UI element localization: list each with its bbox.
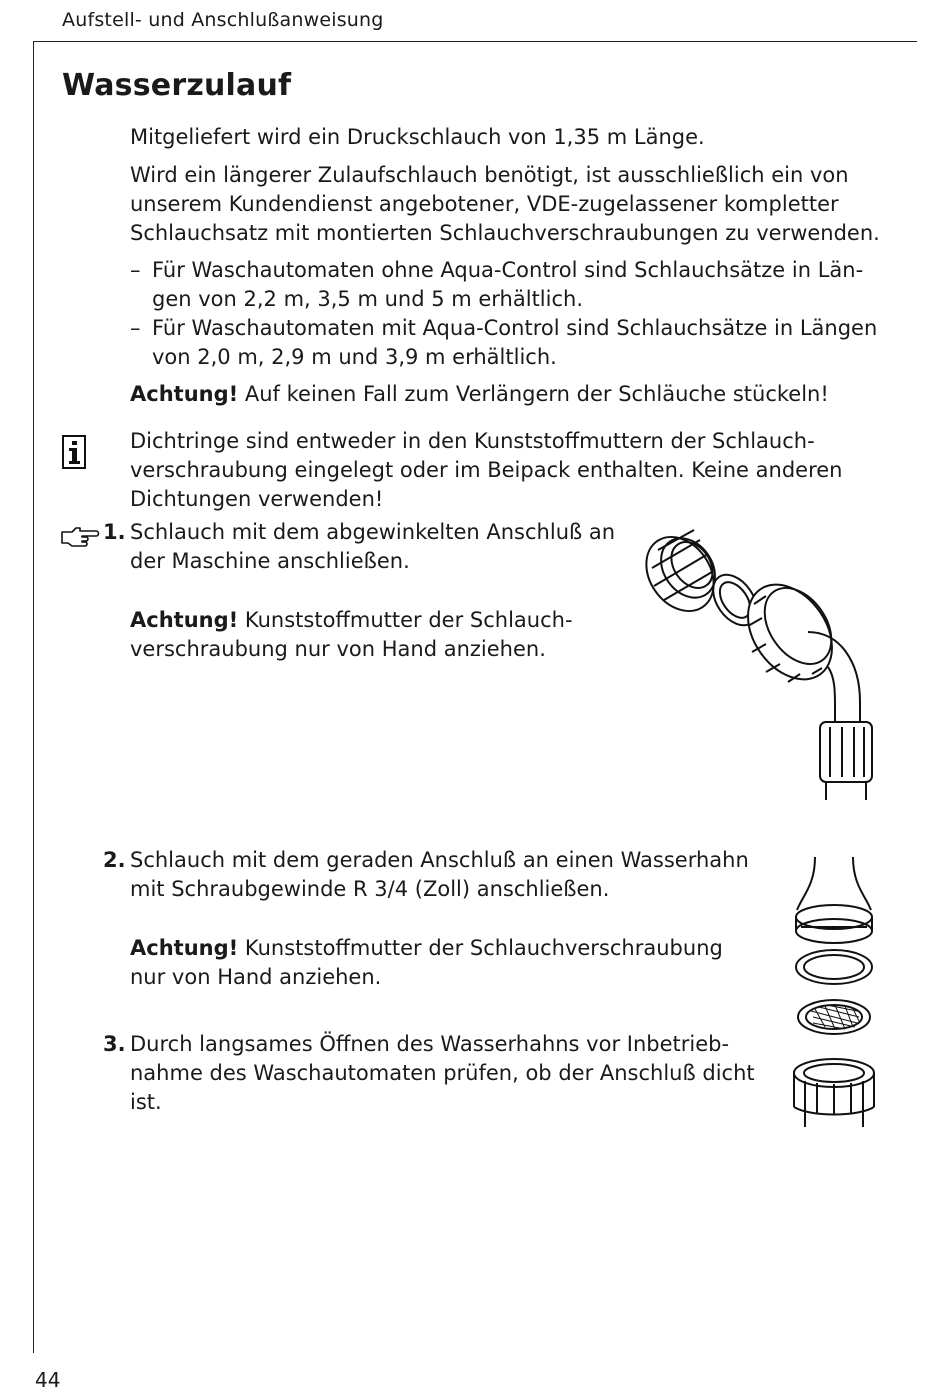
step-number: 3. bbox=[103, 1032, 126, 1056]
intro-p2-line: unserem Kundendienst angebotener, VDE-zugelassener kompletter bbox=[130, 192, 839, 216]
intro-warning bbox=[130, 380, 829, 409]
intro-p2-line: Schlauchsatz mit montierten Schlauchverschraubungen zu verwenden. bbox=[130, 221, 880, 245]
step-line: nahme des Waschautomaten prüfen, ob der Anschluß dicht bbox=[130, 1061, 755, 1085]
step-1-warning bbox=[130, 606, 573, 664]
running-header: Aufstell- und Anschlußanweisung bbox=[62, 9, 384, 31]
margin-rule bbox=[33, 41, 34, 1353]
straight-hose-connector-illustration bbox=[785, 855, 885, 1130]
list-item bbox=[130, 314, 877, 372]
warning-text: Kunststoffmutter der Schlauchverschraubung bbox=[238, 936, 723, 960]
step-number: 1. bbox=[103, 520, 126, 544]
list-item-line: gen von 2,2 m, 3,5 m und 5 m erhältlich. bbox=[152, 287, 584, 311]
step-2-text bbox=[130, 846, 749, 904]
step-line: mit Schraubgewinde R 3/4 (Zoll) anschließen. bbox=[130, 877, 610, 901]
warning-text: verschraubung nur von Hand anziehen. bbox=[130, 637, 546, 661]
list-dash: – bbox=[130, 258, 141, 282]
step-line: Schlauch mit dem abgewinkelten Anschluß an bbox=[130, 520, 616, 544]
angled-hose-connector-illustration bbox=[630, 522, 880, 802]
warning-text: Kunststoffmutter der Schlauch- bbox=[238, 608, 573, 632]
warning-text: Auf keinen Fall zum Verlängern der Schläuche stückeln! bbox=[238, 382, 829, 406]
intro-p2-line: Wird ein längerer Zulaufschlauch benötigt, ist ausschließlich ein von bbox=[130, 163, 849, 187]
list-item-line: von 2,0 m, 2,9 m und 3,9 m erhältlich. bbox=[152, 345, 557, 369]
step-line: Schlauch mit dem geraden Anschluß an einen Wasserhahn bbox=[130, 848, 749, 872]
list-item-line: Für Waschautomaten ohne Aqua-Control sind Schlauchsätze in Län- bbox=[152, 258, 864, 282]
step-line: Durch langsames Öffnen des Wasserhahns vor Inbetrieb- bbox=[130, 1032, 730, 1056]
list-dash: – bbox=[130, 316, 141, 340]
section-title: Wasserzulauf bbox=[62, 68, 292, 103]
step-line: der Maschine anschließen. bbox=[130, 549, 410, 573]
list-item bbox=[130, 256, 863, 314]
info-icon bbox=[62, 435, 86, 469]
info-note-line: Dichtringe sind entweder in den Kunststoffmuttern der Schlauch- bbox=[130, 429, 815, 453]
step-3-text bbox=[130, 1030, 755, 1117]
intro-paragraph-2 bbox=[130, 161, 880, 248]
info-note-line: verschraubung eingelegt oder im Beipack enthalten. Keine anderen bbox=[130, 458, 843, 482]
info-note-line: Dichtungen verwenden! bbox=[130, 487, 384, 511]
intro-paragraph-1: Mitgeliefert wird ein Druckschlauch von 1,35 m Länge. bbox=[130, 125, 705, 149]
list-item-line: Für Waschautomaten mit Aqua-Control sind Schlauchsätze in Längen bbox=[152, 316, 878, 340]
step-line: ist. bbox=[130, 1090, 162, 1114]
warning-text: nur von Hand anziehen. bbox=[130, 965, 382, 989]
warning-label: Achtung! bbox=[130, 608, 239, 632]
step-number: 2. bbox=[103, 848, 126, 872]
warning-label: Achtung! bbox=[130, 382, 239, 406]
info-note-text bbox=[130, 427, 842, 514]
warning-label: Achtung! bbox=[130, 936, 239, 960]
step-2-warning bbox=[130, 934, 723, 992]
step-1-text bbox=[130, 518, 615, 576]
header-rule bbox=[33, 41, 917, 42]
pointing-hand-icon bbox=[60, 524, 100, 550]
page-number: 44 bbox=[35, 1368, 61, 1392]
